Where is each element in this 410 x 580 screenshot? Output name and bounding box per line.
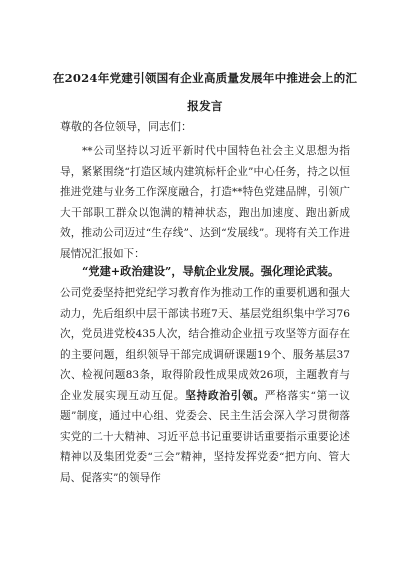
paragraph-body-text: 公司党委坚持把党纪学习教育作为推动工作的重要机遇和强大动力，先后组织中层干部读书班7天、基层党组织集中学习76次，党员进党校435人次，结合推动企业扭亏攻坚等方面存在的主要问题，组织领导干部完成调研课题19个、服务基层37次、检视问题83条，取得阶段性成果成效26项，主题教育与企业发展实现互动互促。 [60, 287, 350, 402]
paragraph-body-bold-lead: 坚持政治引领。 [185, 389, 265, 402]
paragraph-body-tail: 严格落实“第一议题”制度，通过中心组、党委会、民主生活会深入学习贯彻落实党的二十大精神、习近平总书记重要讲话重要指示重要论述精神以及集团党委“三会”精神，坚持发挥党委“把方向、管大局、促落实”的领导作 [60, 389, 351, 484]
paragraph-body [60, 283, 350, 488]
document-title: 在2024年党建引领国有企业高质量发展年中推进会上的汇报发言 [52, 71, 358, 113]
paragraph-intro: **公司坚持以习近平新时代中国特色社会主义思想为指导，紧紧围绕“打造区域内建筑标杆企业”中心任务，持之以恒推进党建与业务工作深度融合，打造**特色党建品牌，引领广大干部职工群众以饱满的精神状态，跑出加速度、跑出新成效，推动公司迈过“生存线”、达到“发展线”。现将有关工作进展情况汇报如下： [60, 145, 350, 260]
greeting: 尊敬的各位领导，同志们： [60, 120, 192, 133]
section-heading: “党建+政治建设”，导航企业发展。强化理论武装。 [82, 264, 340, 278]
